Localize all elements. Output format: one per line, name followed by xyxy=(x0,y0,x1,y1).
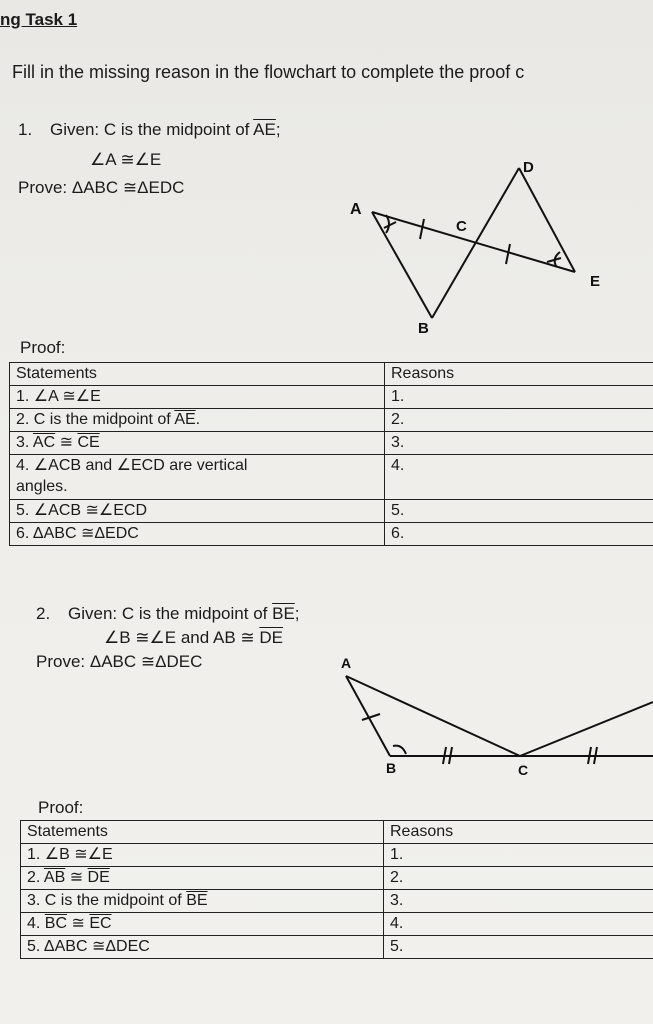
table-row xyxy=(10,386,653,409)
tick-ce xyxy=(506,244,510,264)
reasons-header: Reasons xyxy=(385,363,653,386)
statement-cell: 5. ∠ACB ≅∠ECD xyxy=(10,500,385,523)
angle-b-arc xyxy=(393,746,406,754)
vertex-label-c: C xyxy=(456,218,467,235)
segment-de xyxy=(519,168,575,272)
angle-a-arc xyxy=(386,215,389,233)
statement-cell: 1. ∠B ≅∠E xyxy=(21,844,384,867)
statement-cell: 2. C is the midpoint of $\overline{AE}$. xyxy=(10,409,385,432)
problem2-number: 2. xyxy=(36,604,51,623)
reason-cell[interactable]: 1. xyxy=(384,844,653,867)
vertex-label-d: D xyxy=(523,159,534,176)
vertex-label-e: E xyxy=(590,273,601,290)
table-row xyxy=(10,500,653,523)
statements-header: Statements xyxy=(21,821,384,844)
reason-cell[interactable]: 3. xyxy=(385,432,653,455)
statement-cell: 6. ΔABC ≅ΔEDC xyxy=(10,523,385,546)
proof1-label: Proof: xyxy=(20,338,66,357)
tick-ac xyxy=(420,219,424,239)
table-header-row xyxy=(10,363,653,386)
reason-cell[interactable]: 2. xyxy=(384,867,653,890)
proof2-label: Proof: xyxy=(38,798,84,817)
statement-cell: 5. ΔABC ≅ΔDEC xyxy=(21,936,384,959)
problem1-given: Given: C is the midpoint of $\overline{AE}$; xyxy=(50,120,281,139)
segment-ab xyxy=(346,676,390,756)
reason-cell[interactable]: 4. xyxy=(384,913,653,936)
reasons-header: Reasons xyxy=(384,821,653,844)
table-row xyxy=(21,867,653,890)
proof1-table xyxy=(9,362,653,546)
table-row xyxy=(21,936,653,959)
vertex-label-a: A xyxy=(350,201,362,218)
tick-ab xyxy=(362,714,380,720)
table-row xyxy=(10,409,653,432)
problem1-number: 1. xyxy=(18,120,33,139)
table-row xyxy=(10,523,653,546)
problem2-given: Given: C is the midpoint of $\overline{BE}$; xyxy=(68,604,300,623)
reason-cell[interactable]: 3. xyxy=(384,890,653,913)
problem1-figure xyxy=(0,0,653,360)
table-header-row xyxy=(21,821,653,844)
statement-cell: 1. ∠A ≅∠E xyxy=(10,386,385,409)
table-row xyxy=(21,890,653,913)
segment-ae xyxy=(372,212,575,272)
reason-cell[interactable]: 1. xyxy=(385,386,653,409)
problem2-given-line2: ∠B ≅∠E and AB ≅ $\overline{DE}$ xyxy=(104,628,284,647)
segment-cd xyxy=(520,702,653,756)
vertex-label-b: B xyxy=(386,760,397,776)
table-row xyxy=(10,455,653,500)
table-row xyxy=(10,432,653,455)
reason-cell[interactable]: 5. xyxy=(384,936,653,959)
reason-cell[interactable]: 6. xyxy=(385,523,653,546)
problem2-prove: Prove: ΔABC ≅ΔDEC xyxy=(36,652,203,671)
table-row xyxy=(21,913,653,936)
table-row xyxy=(21,844,653,867)
statement-cell: 2. $\overline{AB}$ ≅ $\overline{DE}$ xyxy=(21,867,384,890)
statement-cell: 3. $\overline{AC}$ ≅ $\overline{CE}$ xyxy=(10,432,385,455)
statement-cell: 4. ∠ACB and ∠ECD are vertical angles. xyxy=(10,455,385,500)
vertex-label-b: B xyxy=(418,320,429,337)
statement-cell: 4. $\overline{BC}$ ≅ $\overline{EC}$ xyxy=(21,913,384,936)
statement-cell: 3. C is the midpoint of $\overline{BE}$ xyxy=(21,890,384,913)
vertex-label-c: C xyxy=(518,762,529,778)
reason-cell[interactable]: 2. xyxy=(385,409,653,432)
statements-header: Statements xyxy=(10,363,385,386)
problem1-given-angle: ∠A ≅∠E xyxy=(90,150,162,169)
proof2-table xyxy=(20,820,653,959)
segment-bd xyxy=(432,168,519,318)
problem2-figure xyxy=(0,640,653,790)
reason-cell[interactable]: 4. xyxy=(385,455,653,500)
instructions: Fill in the missing reason in the flowchart to complete the proof c xyxy=(12,62,525,82)
reason-cell[interactable]: 5. xyxy=(385,500,653,523)
task-title: ng Task 1 xyxy=(0,10,78,29)
angle-a-tick xyxy=(384,222,396,228)
vertex-label-a: A xyxy=(341,655,352,671)
problem1-prove: Prove: ΔABC ≅ΔEDC xyxy=(18,178,185,197)
